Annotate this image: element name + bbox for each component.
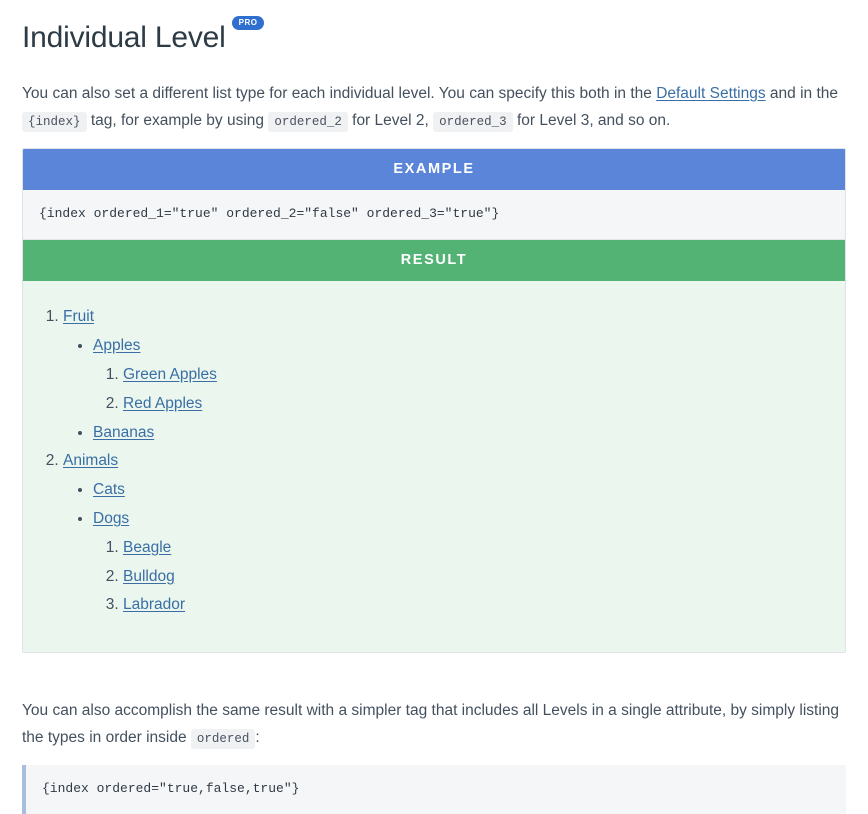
list-link-apples[interactable]: Apples	[93, 337, 141, 355]
result-area	[23, 281, 845, 652]
pro-badge: PRO	[232, 16, 265, 30]
list-link-bananas[interactable]: Bananas	[93, 423, 155, 441]
page-title	[22, 14, 846, 62]
example-result-block	[22, 148, 846, 653]
ordered-code: ordered	[191, 729, 256, 749]
intro-text-part4: for Level 2,	[347, 112, 434, 130]
outro-paragraph	[22, 697, 846, 751]
list-link-fruit[interactable]: Fruit	[63, 308, 94, 326]
default-settings-link[interactable]: Default Settings	[656, 85, 766, 102]
list-link-beagle[interactable]: Beagle	[123, 538, 172, 556]
result-header: RESULT	[23, 240, 845, 281]
example-header: EXAMPLE	[23, 149, 845, 190]
list-item	[93, 507, 827, 618]
list-item	[123, 363, 827, 388]
list-item	[63, 305, 827, 445]
intro-text-part1: You can also set a different list type for each individual level. You can specify this both in the	[22, 85, 657, 102]
outro-section	[22, 697, 846, 814]
intro-text-part2: and in the	[765, 85, 839, 102]
list-link-bulldog[interactable]: Bulldog	[123, 567, 175, 585]
result-list-level2-fruit	[63, 334, 827, 445]
index-tag-code: {index}	[22, 112, 87, 132]
result-list-level3-apples	[93, 363, 827, 417]
ordered-3-code: ordered_3	[433, 112, 513, 132]
list-item	[123, 536, 827, 561]
list-item	[123, 565, 827, 590]
list-item	[93, 421, 827, 446]
ordered-2-code: ordered_2	[268, 112, 348, 132]
example-code: {index ordered_1="true" ordered_2="false" ordered_3="true"}	[23, 190, 845, 240]
intro-text-part3: tag, for example by using	[86, 112, 269, 130]
list-item	[93, 334, 827, 416]
result-list-level1	[41, 305, 827, 618]
list-link-labrador[interactable]: Labrador	[123, 596, 186, 614]
final-code-callout: {index ordered="true,false,true"}	[22, 765, 846, 814]
outro-text-part1: You can also accomplish the same result with a simpler tag that includes all Levels in a single attribute, by simply listing the types in order inside	[22, 702, 840, 747]
list-link-green-apples[interactable]: Green Apples	[123, 366, 217, 384]
list-item	[123, 593, 827, 618]
outro-text-part2: :	[255, 729, 260, 747]
list-item	[123, 392, 827, 417]
list-link-dogs[interactable]: Dogs	[93, 510, 130, 527]
list-link-cats[interactable]: Cats	[93, 481, 125, 499]
result-list-level3-dogs	[93, 536, 827, 618]
page-title-text: Individual Level	[22, 21, 226, 54]
list-item	[93, 478, 827, 503]
list-link-red-apples[interactable]: Red Apples	[123, 394, 203, 412]
list-item	[63, 449, 827, 618]
result-list-level2-animals	[63, 478, 827, 618]
list-link-animals[interactable]: Animals	[63, 452, 119, 470]
intro-paragraph	[22, 80, 846, 134]
intro-text-part5: for Level 3, and so on.	[512, 112, 671, 130]
